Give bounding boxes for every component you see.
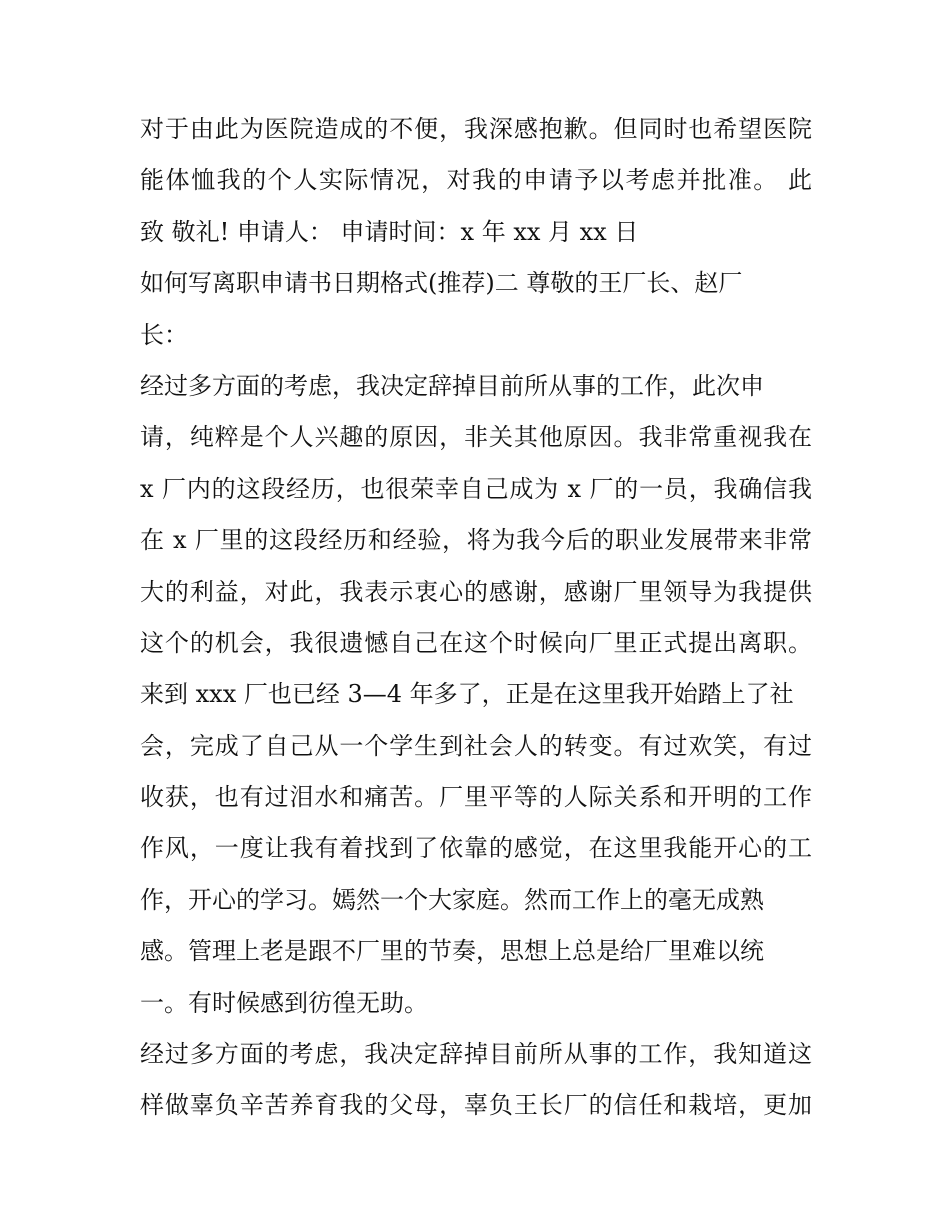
text-line: 致 敬礼! 申请人： 申请时间：x 年 xx 月 xx 日	[140, 217, 639, 246]
text-line: 来到 xxx 厂也已经 3—4 年多了，正是在这里我开始踏上了社	[140, 680, 794, 709]
text-line: 请，纯粹是个人兴趣的原因，非关其他原因。我非常重视我在	[140, 423, 812, 452]
text-line: 会，完成了自己从一个学生到社会人的转变。有过欢笑，有过	[140, 731, 812, 760]
text-line: 长：	[140, 320, 188, 349]
text-line: 感。管理上老是跟不厂里的节奏，思想上总是给厂里难以统	[140, 937, 764, 966]
text-line: 能体恤我的个人实际情况，对我的申请予以考虑并批准。 此	[140, 166, 812, 195]
text-line: 如何写离职申请书日期格式(推荐)二 尊敬的王厂长、赵厂	[140, 269, 743, 298]
text-line: 大的利益，对此，我表示衷心的感谢，感谢厂里领导为我提供	[140, 577, 812, 606]
text-line: x 厂内的这段经历，也很荣幸自己成为 x 厂的一员，我确信我	[140, 474, 812, 503]
text-line: 样做辜负辛苦养育我的父母，辜负王长厂的信任和栽培，更加	[140, 1091, 812, 1120]
text-line: 作，开心的学习。嫣然一个大家庭。然而工作上的毫无成熟	[140, 885, 764, 914]
text-line: 这个的机会，我很遗憾自己在这个时候向厂里正式提出离职。	[140, 628, 812, 657]
text-line: 作风，一度让我有着找到了依靠的感觉，在这里我能开心的工	[140, 834, 812, 863]
text-line: 对于由此为医院造成的不便，我深感抱歉。但同时也希望医院	[140, 115, 812, 143]
text-line: 经过多方面的考虑，我决定辞掉目前所从事的工作，我知道这	[140, 1040, 812, 1069]
document-body	[140, 104, 812, 1132]
text-line: 在 x 厂里的这段经历和经验，将为我今后的职业发展带来非常	[140, 526, 812, 555]
text-line: 收获，也有过泪水和痛苦。厂里平等的人际关系和开明的工作	[140, 783, 812, 812]
text-line: 一。有时候感到彷徨无助。	[140, 988, 428, 1017]
text-line: 经过多方面的考虑，我决定辞掉目前所从事的工作，此次申	[140, 371, 764, 400]
